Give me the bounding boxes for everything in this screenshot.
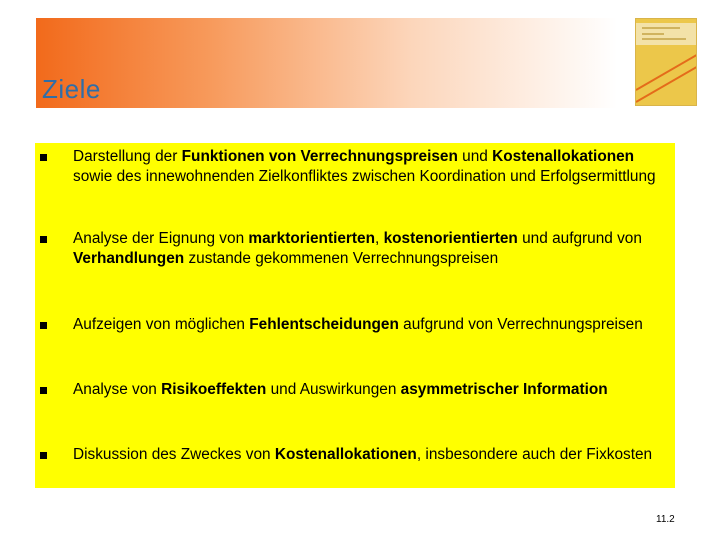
book-cover-text-line: [642, 27, 680, 29]
bullet-segment: zustande gekommenen Verrechnungspreisen: [184, 250, 499, 267]
bullet-emphasis: Kostenallokationen: [492, 148, 635, 165]
bullet-segment: , insbesondere auch der Fixkosten: [416, 446, 653, 463]
bullet-segment: Analyse der Eignung von: [73, 230, 249, 247]
bullet-emphasis: asymmetrischer Information: [400, 381, 608, 398]
bullet-text: [73, 380, 669, 400]
bullet-text: [73, 147, 669, 187]
bullet-emphasis: Fehlentscheidungen: [249, 316, 399, 333]
slide-title: Ziele: [42, 74, 101, 104]
bullet-segment: und aufgrund von: [517, 230, 642, 247]
bullet-text: [73, 315, 669, 335]
bullet-segment: Diskussion des Zweckes von: [73, 446, 275, 463]
bullet-square-icon: [40, 154, 47, 161]
bullet-segment: und Auswirkungen: [266, 381, 401, 398]
bullet-segment: ,: [375, 230, 384, 247]
bullet-emphasis: Funktionen von Verrechnungspreisen: [181, 148, 458, 165]
book-cover-image: [635, 18, 697, 106]
bullet-emphasis: kostenorientierten: [383, 230, 518, 247]
bullet-square-icon: [40, 452, 47, 459]
bullet-segment: Aufzeigen von möglichen: [73, 316, 250, 333]
bullet-text: [73, 445, 669, 465]
book-cover-stripe: [636, 61, 698, 103]
bullet-segment: Darstellung der: [73, 148, 182, 165]
page-number: 11.2: [656, 514, 675, 525]
bullet-emphasis: Kostenallokationen: [274, 446, 417, 463]
bullet-segment: aufgrund von Verrechnungspreisen: [398, 316, 643, 333]
bullet-emphasis: Risikoeffekten: [161, 381, 267, 398]
content-box: [35, 143, 675, 488]
book-cover-text-line: [642, 33, 664, 35]
bullet-segment: sowie des innewohnenden Zielkonfliktes zwischen Koordination und Erfolgsermittlung: [73, 168, 656, 185]
book-cover-text-line: [642, 38, 686, 40]
header-banner: [36, 18, 720, 108]
bullet-emphasis: marktorientierten: [248, 230, 375, 247]
bullet-square-icon: [40, 387, 47, 394]
bullet-segment: und: [457, 148, 493, 165]
bullet-emphasis: Verhandlungen: [73, 250, 185, 267]
bullet-square-icon: [40, 236, 47, 243]
bullet-text: [73, 229, 669, 269]
bullet-segment: Analyse von: [73, 381, 162, 398]
bullet-square-icon: [40, 322, 47, 329]
